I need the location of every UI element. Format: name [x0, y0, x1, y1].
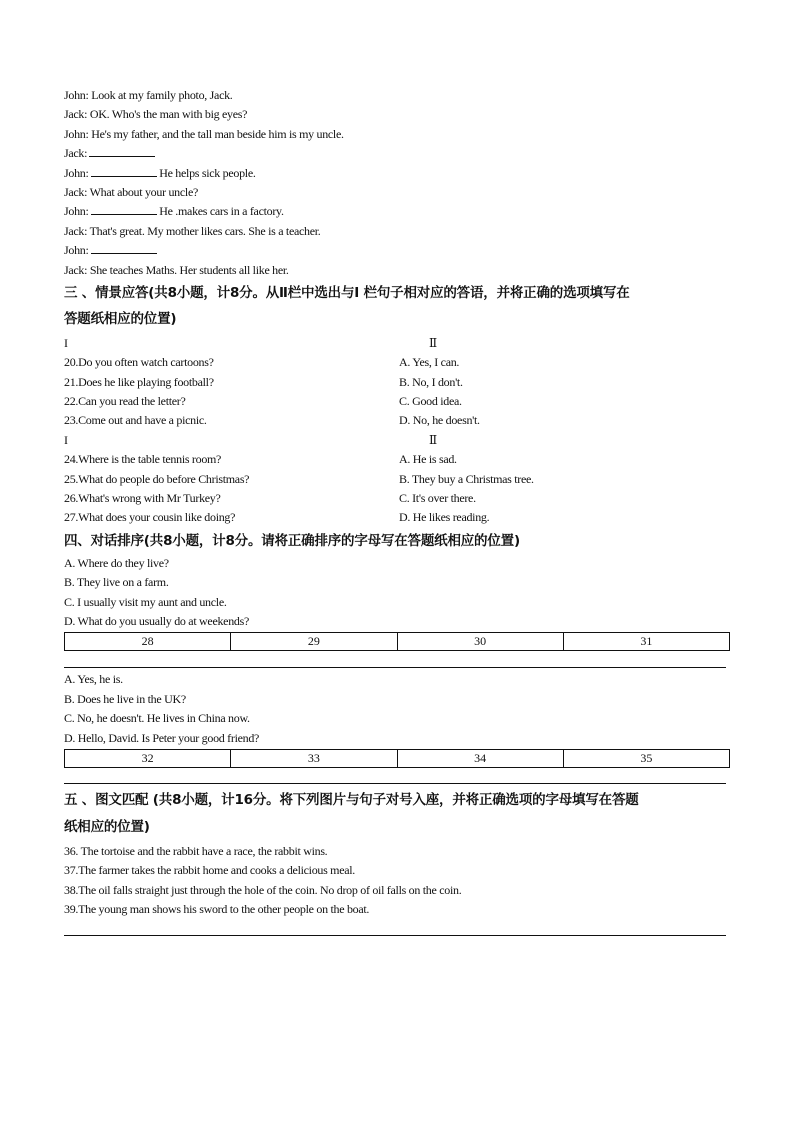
option-line: D. Hello, David. Is Peter your good friend? — [64, 730, 260, 745]
answer-blank[interactable] — [91, 165, 157, 177]
option-line: A. Yes, he is. — [64, 672, 123, 687]
dialogue-line: John: — [64, 241, 729, 260]
column-labels: I Ⅱ — [64, 432, 437, 447]
match-row: 21.Does he like playing football? B. No, I don't. — [64, 374, 463, 389]
answer-cell[interactable]: 35 — [563, 749, 729, 767]
section-5 — [64, 786, 729, 936]
section-3-heading-cont: 答题纸相应的位置) — [64, 310, 177, 327]
divider — [64, 935, 726, 936]
match-row: 20.Do you often watch cartoons? A. Yes, I can. — [64, 355, 460, 370]
match-row: 22.Can you read the letter? C. Good idea. — [64, 394, 462, 409]
option-line: A. Where do they live? — [64, 555, 169, 570]
dialogue-line: John: He helps sick people. — [64, 165, 256, 180]
worksheet-page — [64, 86, 729, 936]
option-line: B. Does he live in the UK? — [64, 691, 186, 706]
answer-cell[interactable]: 29 — [231, 633, 397, 651]
dialogue-line: Jack: What about your uncle? — [64, 184, 198, 199]
match-row: 23.Come out and have a picnic. D. No, he doesn't. — [64, 413, 480, 428]
dialogue-line: Jack: OK. Who's the man with big eyes? — [64, 107, 248, 122]
answer-blank[interactable] — [89, 145, 155, 157]
section-4-heading: 四、对话排序(共8小题，计8分。请将正确排序的字母写在答题纸相应的位置) — [64, 532, 520, 549]
section-5-heading: 五 、图文匹配 (共8小题，计16分。将下列图片与句子对号入座，并将正确选项的字母填写在答题 — [64, 791, 639, 808]
divider — [64, 783, 726, 784]
sentence-item: 38.The oil falls straight just through the hole of the coin. No drop of oil falls on the coin. — [64, 882, 462, 897]
option-line: C. I usually visit my aunt and uncle. — [64, 594, 227, 609]
answer-cell[interactable]: 32 — [65, 749, 231, 767]
section-3 — [64, 280, 729, 528]
column-labels: I Ⅱ — [64, 335, 437, 350]
option-line: D. What do you usually do at weekends? — [64, 613, 250, 628]
answer-cell[interactable]: 34 — [397, 749, 563, 767]
answer-blank[interactable] — [91, 242, 157, 254]
match-row: 24.Where is the table tennis room? A. He is sad. — [64, 452, 457, 467]
answer-table — [64, 749, 730, 768]
dialogue-line: John: He's my father, and the tall man beside him is my uncle. — [64, 126, 344, 141]
dialogue-block — [64, 86, 729, 280]
sentence-item: 39.The young man shows his sword to the other people on the boat. — [64, 902, 370, 917]
dialogue-line: Jack: — [64, 144, 729, 163]
dialogue-line: John: Look at my family photo, Jack. — [64, 88, 233, 102]
answer-blank[interactable] — [91, 203, 157, 215]
dialogue-line: John: He .makes cars in a factory. — [64, 204, 284, 219]
match-row: 27.What does your cousin like doing? D. He likes reading. — [64, 510, 490, 525]
answer-cell[interactable]: 31 — [563, 633, 729, 651]
option-line: B. They live on a farm. — [64, 575, 169, 590]
option-line: C. No, he doesn't. He lives in China now. — [64, 711, 250, 726]
section-5-heading-cont: 纸相应的位置) — [64, 818, 150, 835]
match-row: 26.What's wrong with Mr Turkey? C. It's over there. — [64, 491, 476, 506]
section-3-heading: 三 、情景应答(共8小题，计8分。从Ⅱ栏中选出与Ⅰ 栏句子相对应的答语，并将正确的选项填写在 — [64, 284, 630, 301]
answer-cell[interactable]: 33 — [231, 749, 397, 767]
sentence-item: 36. The tortoise and the rabbit have a race, the rabbit wins. — [64, 843, 328, 858]
answer-cell[interactable]: 28 — [65, 633, 231, 651]
answer-cell[interactable]: 30 — [397, 633, 563, 651]
divider — [64, 667, 726, 668]
dialogue-line: Jack: She teaches Maths. Her students all like her. — [64, 262, 289, 277]
dialogue-line: Jack: That's great. My mother likes cars. She is a teacher. — [64, 223, 321, 238]
answer-table — [64, 632, 730, 651]
section-4 — [64, 528, 729, 784]
match-row: 25.What do people do before Christmas? B. They buy a Christmas tree. — [64, 471, 534, 486]
sentence-item: 37.The farmer takes the rabbit home and cooks a delicious meal. — [64, 863, 355, 878]
